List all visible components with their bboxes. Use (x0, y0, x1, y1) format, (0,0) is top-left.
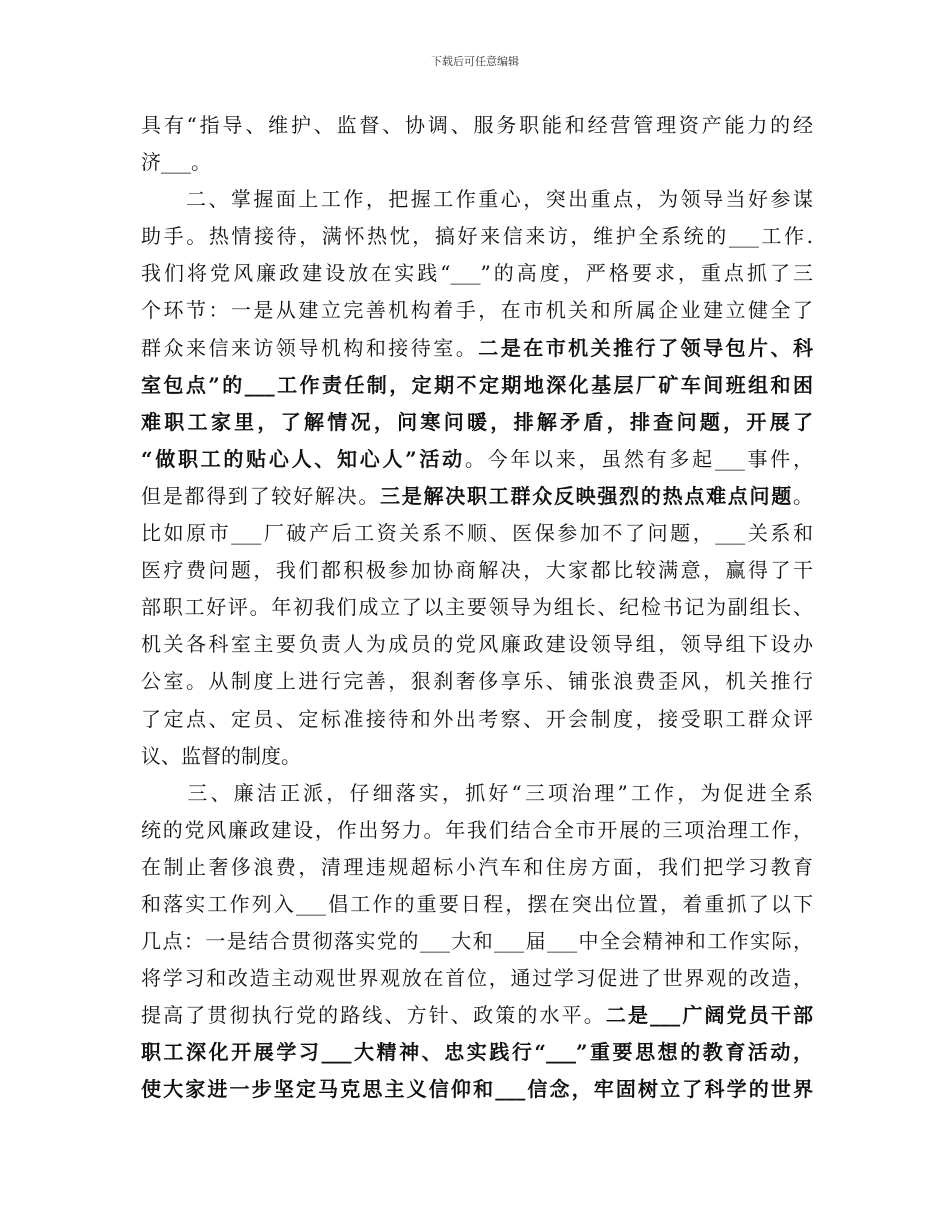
text-line (141, 663, 813, 700)
text-segment: 三、廉洁正派，仔细落实，抓好“三项治理”工作，为促进全系 (141, 780, 813, 805)
text-segment: 统的党风廉政建设，作出努力。年我们结合全市开展的三项治理工作， (141, 817, 813, 842)
text-segment: 机关各科室主要负责人为成员的党风廉政建设领导组，领导组下设办 (141, 632, 813, 657)
bold-text: 二是___广阔党员干部 (605, 1003, 814, 1028)
text-line (141, 701, 813, 738)
text-line (141, 515, 813, 552)
text-line (141, 849, 813, 886)
text-segment: 比如原市___厂破产后工资关系不顺、医保参加不了问题，___关系和 (141, 521, 813, 546)
text-segment: 议、监督的制度。 (141, 743, 301, 768)
text-segment: 在制止奢侈浪费，清理违规超标小汽车和住房方面，我们把学习教育 (141, 854, 813, 879)
text-line (141, 478, 813, 515)
text-line (141, 589, 813, 626)
text-line (141, 812, 813, 849)
text-segment: 我们将党风廉政建设放在实践“___”的高度，严格要求，重点抓了三 (141, 261, 813, 286)
text-line (141, 292, 813, 329)
bold-text: 三是解决职工群众反映强烈的热点难点问题 (380, 483, 794, 508)
text-segment: 二、掌握面上工作，把握工作重心，突出重点，为领导当好参谋 (141, 187, 813, 212)
text-line (141, 738, 813, 775)
text-line (141, 107, 813, 144)
bold-text: 使大家进一步坚定马克思主义信仰和___信念，牢固树立了科学的世界 (141, 1077, 813, 1102)
text-line (141, 441, 813, 478)
text-line (141, 1071, 813, 1108)
page-header: 下载后可任意编辑 (431, 55, 519, 68)
bold-text: “做职工的贴心人、知心人”活动 (141, 446, 465, 471)
text-segment: 公室。从制度上进行完善，狠刹奢侈享乐、铺张浪费歪风，机关推行 (141, 669, 813, 694)
text-line (141, 997, 813, 1034)
text-segment: 部职工好评。年初我们成立了以主要领导为组长、纪检书记为副组长、 (141, 595, 813, 620)
text-line (141, 255, 813, 292)
text-line (141, 626, 813, 663)
text-line (141, 775, 813, 812)
text-line (141, 960, 813, 997)
text-line (141, 886, 813, 923)
text-segment: 和落实工作列入___倡工作的重要日程，摆在突出位置，着重抓了以下 (141, 891, 813, 916)
text-segment: 但是都得到了较好解决。 (141, 483, 381, 508)
text-segment: 了定点、定员、定标准接待和外出考察、开会制度，接受职工群众评 (141, 706, 813, 731)
bold-text: 室包点”的___工作责任制，定期不定期地深化基层厂矿车间班组和困 (141, 372, 813, 397)
text-segment: 。 (793, 483, 814, 508)
text-segment: 具有“指导、维护、监督、协调、服务职能和经营管理资产能力的经 (141, 113, 813, 137)
text-segment: 提高了贯彻执行党的路线、方针、政策的水平。 (141, 1003, 606, 1028)
bold-text: 职工深化开展学习___大精神、忠实践行“___”重要思想的教育活动， (141, 1040, 813, 1065)
text-line (141, 1034, 813, 1071)
text-line (141, 552, 813, 589)
text-line (141, 923, 813, 960)
text-segment: 。今年以来，虽然有多起___事件， (464, 446, 814, 471)
text-segment: 助手。热情接待，满怀热忱，搞好来信来访，维护全系统的___工作. (141, 224, 813, 249)
text-segment: 将学习和改造主动观世界观放在首位，通过学习促进了世界观的改造， (141, 966, 813, 991)
text-line (141, 144, 813, 181)
bold-text: 难职工家里，了解情况，问寒问暖，排解矛盾，排查问题，开展了 (141, 409, 813, 434)
text-line (141, 330, 813, 367)
text-line (141, 367, 813, 404)
text-segment: 群众来信来访领导机构和接待室。 (141, 335, 479, 360)
text-line (141, 181, 813, 218)
text-segment: 个环节：一是从建立完善机构着手，在市机关和所属企业建立健全了 (141, 298, 813, 323)
text-segment: 济___。 (141, 150, 211, 175)
bold-text: 二是在市机关推行了领导包片、科 (478, 335, 814, 360)
text-line (141, 404, 813, 441)
text-line (141, 218, 813, 255)
text-segment: 医疗费问题，我们都积极参加协商解决，大家都比较满意，赢得了干 (141, 558, 813, 583)
text-segment: 几点：一是结合贯彻落实党的___大和___届___中全会精神和工作实际， (141, 929, 813, 954)
document-body (141, 107, 813, 1109)
